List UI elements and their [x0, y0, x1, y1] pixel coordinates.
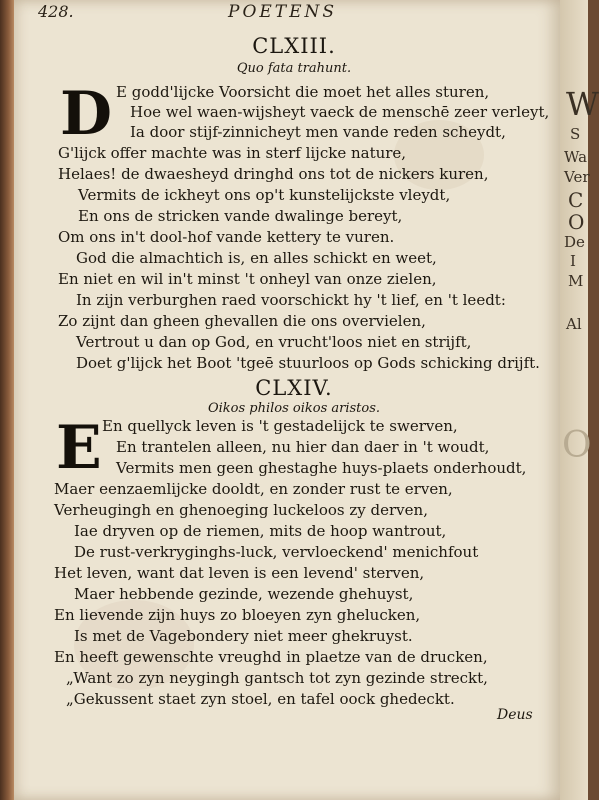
facing-page-fragment: Ver	[564, 168, 590, 186]
book-binding-edge	[0, 0, 14, 800]
facing-page-fragment: C	[568, 188, 584, 212]
verse-line: Het leven, want dat leven is een levend' sterven,	[54, 564, 425, 582]
facing-page-fragment: M	[568, 272, 584, 290]
verse-line: Is met de Vagebondery niet meer ghekruyst.	[74, 627, 413, 645]
verse-line: Maer hebbende gezinde, wezende ghehuyst,	[74, 585, 414, 603]
verse-line: Om ons in't dool-hof vande kettery te vuren.	[58, 228, 395, 246]
verse-line: E godd'lijcke Voorsicht die moet het alles sturen,	[116, 83, 490, 101]
verse-line: Hoe wel waen-wijsheyt vaeck de menschē zeer verleyt,	[130, 103, 550, 121]
verse-line: G'lijck offer machte was in sterf lijcke nature,	[58, 144, 407, 162]
verse-line: En quellyck leven is 't gestadelijck te swerven,	[102, 417, 458, 435]
verse-line: Ia door stijf-zinnicheyt men vande reden scheydt,	[130, 123, 506, 141]
facing-page-fragment: W	[566, 85, 599, 123]
verse-line: Zo zijnt dan gheen ghevallen die ons overvielen,	[58, 312, 426, 330]
verse-line: In zijn verburghen raed voorschickt hy 't lief, en 't leedt:	[76, 291, 506, 309]
running-head: POETENS	[228, 2, 338, 22]
verse-line: Iae dryven op de riemen, mits de hoop wantrout,	[74, 522, 447, 540]
facing-page-fragment: S	[570, 125, 581, 143]
poem-subtitle: Oikos philos oikos aristos.	[207, 401, 381, 416]
verse-line: En niet en wil in't minst 't onheyl van onze zielen,	[58, 270, 437, 288]
facing-page-fragment: De	[564, 233, 585, 251]
facing-page-fragment: I	[570, 252, 576, 270]
verse-line: God die almachtich is, en alles schickt en weet,	[76, 249, 437, 267]
poem-subtitle: Quo fata trahunt.	[236, 61, 352, 76]
verse-line: En trantelen alleen, nu hier dan daer in 't woudt,	[116, 438, 490, 456]
poem-title: CLXIV.	[255, 376, 333, 400]
poem-title: CLXIII.	[252, 34, 336, 58]
drop-cap: D	[60, 79, 113, 149]
facing-page-fragment: Wa	[564, 148, 588, 166]
verse-line: Vermits de ickheyt ons op't kunstelijckste vleydt,	[78, 186, 451, 204]
verse-line: Vermits men geen ghestaghe huys-plaets onderhoudt,	[116, 459, 527, 477]
verse-line: Helaes! de dwaesheyd dringhd ons tot de nickers kuren,	[58, 165, 489, 183]
verse-line: „Want zo zyn neygingh gantsch tot zyn gezinde streckt,	[66, 669, 488, 687]
verse-line: Maer eenzaemlijcke dooldt, en zonder rust te erven,	[54, 480, 453, 498]
facing-page-fragment: Al	[566, 315, 582, 333]
verse-line: Vertrout u dan op God, en vrucht'loos niet en strijft,	[76, 333, 472, 351]
verse-line: „Gekussent staet zyn stoel, en tafel oock ghedeckt.	[66, 690, 455, 708]
verse-line: Verheugingh en ghenoeging luckeloos zy derven,	[54, 501, 428, 519]
catchword: Deus	[497, 707, 533, 723]
verse-line: De rust-verkryginghs-luck, vervloeckend' menichfout	[74, 543, 479, 561]
page-number: 428.	[38, 2, 74, 21]
facing-page-fragment: O	[562, 425, 592, 466]
verse-line: En ons de stricken vande dwalinge bereyt,	[78, 207, 403, 225]
verse-line: En lievende zijn huys zo bloeyen zyn ghelucken,	[54, 606, 421, 624]
facing-page-edge	[560, 0, 599, 800]
verse-line: Doet g'lijck het Boot 'tgeē stuurloos op Gods schicking drijft.	[76, 354, 540, 372]
drop-cap: E	[56, 413, 102, 483]
verse-line: En heeft gewenschte vreughd in plaetze van de drucken,	[54, 648, 488, 666]
facing-page-fragment: O	[568, 210, 585, 234]
page-header	[38, 2, 538, 22]
